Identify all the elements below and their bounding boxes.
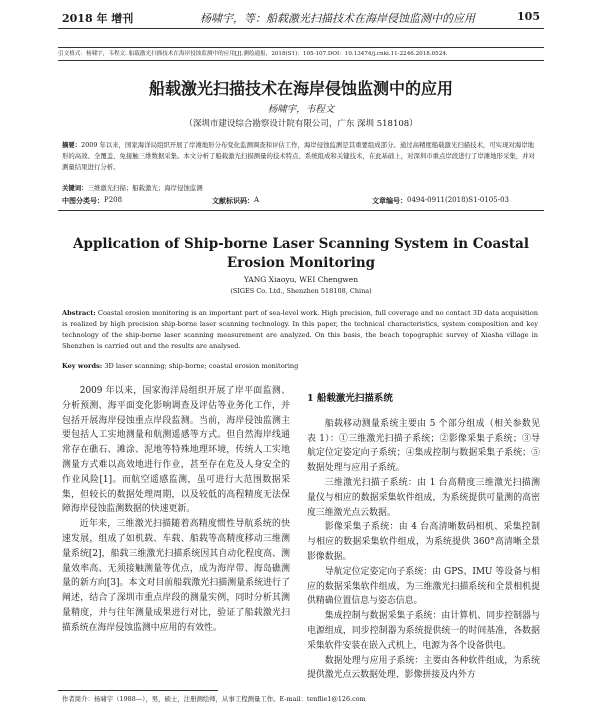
body-paragraph: 数据处理与应用子系统：主要由各种软件组成，为系统提供激光点云数据处理、影像拼接及内外方 bbox=[307, 655, 540, 681]
body-paragraph: 集成控制与数据采集子系统：由计算机、同步控制器与电源组成，同步控制器为系统提供统一的时间基准，各数据采集软件安装在嵌入式机上，电源为各个设备供电。 bbox=[307, 611, 540, 651]
body-right-column bbox=[307, 384, 540, 683]
title-english bbox=[58, 235, 544, 273]
title-english-line1: Application of Ship-borne Laser Scanning System in Coastal bbox=[73, 236, 529, 252]
body-paragraph: 三维激光扫描子系统：由 1 台高精度三维激光扫描测量仪与相应的数据采集软件组成，为系统提供可量测的高密度三维激光点云数据。 bbox=[307, 477, 540, 518]
keywords-english bbox=[62, 362, 538, 370]
section-heading: 1 船载激光扫描系统 bbox=[307, 393, 393, 404]
abstract-chinese-label: 摘要： bbox=[62, 141, 82, 149]
clc-value: P208 bbox=[104, 196, 123, 204]
abstract-chinese-text: 2009 年以来，国家海洋局组织开展了岸滩地形分布变化监测调查和评估工作，海岸侵蚀监测是其重要组成部分。通过高精度船载激光扫描技术，可实现对海岸地形的高效、全覆盖、免接触三维数据采集。本文分析了船载激光扫描测量的技术特点、系统组成和关键技术，在此基础上，对深圳市重点岸段进行了岸滩地形采集，并对测量结果进行分析。 bbox=[62, 141, 535, 171]
title-english-line2: Erosion Monitoring bbox=[226, 255, 376, 271]
header-running-title: 杨啸宇，等：船载激光扫描技术在海岸侵蚀监测中的应用 bbox=[200, 12, 475, 25]
citation-line: 引文格式：杨啸宇，韦程文. 船载激光扫描技术在海岸侵蚀监测中的应用[J].测绘通报，2018(S1)：105-107.DOI：10.13474/j.cnki.11-2246.2018.0524. bbox=[58, 51, 448, 57]
front-matter-rule bbox=[58, 210, 544, 211]
header-year: 2018 年 增刊 bbox=[62, 12, 134, 25]
title-chinese: 船载激光扫描技术在海岸侵蚀监测中的应用 bbox=[148, 79, 453, 98]
clc-label: 中图分类号： bbox=[62, 196, 104, 205]
keywords-english-label: Key words: bbox=[62, 362, 103, 370]
header-page-number: 105 bbox=[517, 10, 540, 23]
header-rule bbox=[58, 28, 544, 29]
doc-code-label: 文献标识码： bbox=[212, 196, 254, 205]
abstract-english-text: Coastal erosion monitoring is an important part of sea-level work. High precision, full coverage and no contact 3D data acquisition is realized by high precision ship-borne laser scanning technology. In this paper, the technical characteristics, system composition and key technology of the ship-borne laser scanning measurement are analyzed. On this basis, the beach topographic survey of Xiasha village in Shenzhen is carried out and the results are analysed. bbox=[62, 309, 538, 350]
body-paragraph: 导航定位定姿定向子系统：由 GPS、IMU 等设备与相应的数据采集软件组成，为三维激光扫描系统和全景相机提供精确位置信息与姿态信息。 bbox=[307, 566, 540, 607]
affiliation-chinese: （深圳市建设综合勘察设计院有限公司，广东 深圳 518108） bbox=[184, 119, 418, 129]
body-paragraph: 影像采集子系统：由 4 台高清晰数码相机、采集控制与相应的数据采集软件组成，为系统提供 360°高清晰全景影像数据。 bbox=[307, 522, 540, 562]
keywords-chinese-label: 关键词： bbox=[62, 184, 88, 192]
abstract-english-label: Abstract: bbox=[62, 309, 96, 317]
body-left-column bbox=[62, 384, 290, 636]
keywords-english-text: 3D laser scanning; ship-borne; coastal erosion monitoring bbox=[104, 362, 299, 370]
citation-bottom-rule bbox=[58, 60, 544, 61]
affiliation-english: (SIGES Co. Ltd., Shenzhen 518108, China) bbox=[230, 287, 372, 295]
author-footnote: 作者简介：杨啸宇（1988—），男，硕士，注册测绘师，从事工程测量工作。E-mail：tenflie1@126.com bbox=[62, 695, 366, 703]
abstract-english bbox=[62, 308, 538, 352]
authors-english: YANG Xiaoyu, WEI Chengwen bbox=[243, 275, 359, 284]
article-number-label: 文章编号： bbox=[372, 196, 407, 205]
doc-code-value: A bbox=[254, 196, 260, 204]
clc-number bbox=[62, 196, 123, 206]
keywords-chinese-text: 三维激光扫描；船载激光；海岸侵蚀监测 bbox=[87, 184, 203, 192]
citation-top-rule bbox=[58, 47, 544, 48]
doc-code bbox=[212, 196, 260, 206]
article-number bbox=[372, 196, 509, 206]
footnote-rule bbox=[58, 690, 218, 691]
authors-chinese: 杨啸宇，韦程文 bbox=[267, 104, 335, 115]
body-paragraph: 船载移动测量系统主要由 5 个部分组成（相关参数见表 1）：①三维激光扫描子系统；②影像采集子系统；③导航定位定姿定向子系统；④集成控制与数据采集子系统；⑤数据处理与应用子系统。 bbox=[307, 418, 540, 474]
body-paragraph: 近年来，三维激光扫描随着高精度惯性导航系统的快速发展，组成了如机载、车载、船载等高精度移动三维测量系统[2]，船载三维激光扫描系统因其自动化程度高、测量效率高、无须接触测量等优点，成为海岸带、海岛礁测量的新方向[3]。本文对目前船载激光扫描测量系统进行了阐述，结合了深圳市重点岸段的测量实例，同时分析其测量精度，并与往年测量成果进行对比，验证了船载激光扫描系统在海岸侵蚀监测中应用的有效性。 bbox=[62, 519, 290, 633]
running-header bbox=[0, 4, 600, 24]
abstract-chinese bbox=[62, 140, 538, 173]
body-paragraph: 2009 年以来，国家海洋局组织开展了岸平面监测、分析预测、海平面变化影响调查及评估等业务化工作，并包括开展海岸侵蚀重点岸段监测。当前，海岸侵蚀监测主要包括人工实地测量和航测遥感等方式。但自然海岸线通常存在礁石、滩涂、泥地等特殊地理环境，传统人工实地测量方式难以高效地进行作业，甚至存在危及人身安全的作业风险[1]。而航空遥感监测，虽可进行大范围数据采集，但较长的数据处理周期，以及较低的高程精度无法保障海岸侵蚀监测数据的快速更新。 bbox=[62, 386, 290, 515]
article-number-value: 0494-0911(2018)S1-0105-03 bbox=[407, 196, 509, 204]
keywords-chinese bbox=[62, 183, 538, 192]
